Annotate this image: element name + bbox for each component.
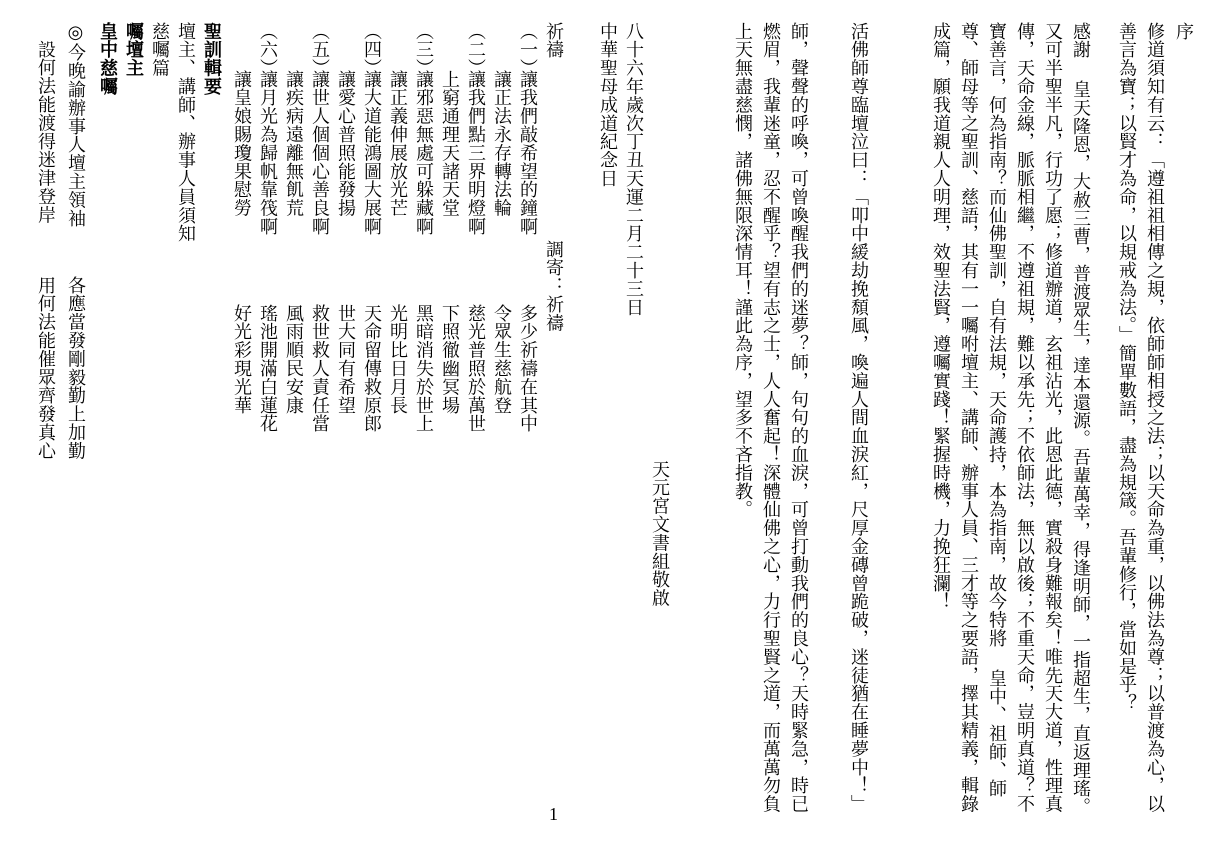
preface-heading: 序 — [1173, 22, 1194, 41]
verse-line-b: 風雨順民安康 — [283, 304, 304, 415]
preface-date-line2: 中華聖母成道紀念日 — [597, 22, 618, 188]
verse-line-a: 讓大道能鴻圖大展啊 — [361, 70, 382, 236]
verse-line-a: 讓世人個個心善良啊 — [309, 70, 330, 236]
verse-line-b: 多少祈禱在其中 — [517, 304, 538, 433]
verse-line-b: 下照徹幽冥場 — [439, 304, 460, 415]
exhortation-line: 設何法能渡得迷津登岸 — [35, 40, 56, 224]
verse-line-b: 天命留傳救原郎 — [361, 304, 382, 433]
section-chapter: 慈囑篇 — [149, 22, 170, 78]
verse-line-b: 慈光普照於萬世 — [465, 304, 486, 433]
verse-line-a: 讓正義伸展放光芒 — [387, 70, 408, 218]
verse-line-a: 讓邪惡無處可躲藏啊 — [413, 70, 434, 236]
verse-line-a: 讓疾病遠離無飢荒 — [283, 70, 304, 218]
verse-number: （一） — [517, 22, 538, 78]
preface-paragraph-4: 師，聲聲的呼喚，可曾喚醒我們的迷夢？師，句句的血淚，可曾打動我們的良心？天時緊急，時已燃眉，我輩迷童，忍不醒乎？望有志之士，人人奮起！深體仙佛之心，力行聖賢之道，而萬萬勿負上天無盡慈憫，諸佛無限深情耳！謹此為序，望多不吝指教。 — [732, 22, 809, 814]
verse-line-b: 世大同有希望 — [335, 304, 356, 415]
prayer-title: 祈禱 — [543, 22, 564, 59]
verse-line-a: 讓我們敲希望的鐘啊 — [517, 70, 538, 236]
exhortation-line: 各應當發剛毅勤上加勤 — [65, 276, 86, 460]
exhortation-line: ◎今晚諭辦事人壇主領袖 — [65, 22, 86, 228]
verse-number: （二） — [465, 22, 486, 78]
verse-line-a: 讓正法永存轉法輪 — [491, 70, 512, 218]
verse-number: （三） — [413, 22, 434, 78]
preface-signature: 天元宮文書組敬啟 — [649, 460, 670, 608]
verse-line-a: 上窮通理天諸天堂 — [439, 70, 460, 218]
preface-paragraph-1: 修道須知有云：「遵祖祖相傳之規，依師師相授之法；以天命為重，以佛法為尊；以普渡為心，以善言為寶；以賢才為命，以規戒為法。」簡單數語，盡為規箴。吾輩修行，當如是乎？ — [1116, 22, 1165, 814]
verse-number: （五） — [309, 22, 330, 78]
page-number: 1 — [549, 804, 558, 824]
verse-line-a: 讓月光為歸帆靠筏啊 — [257, 70, 278, 236]
verse-number: （四） — [361, 22, 382, 78]
verse-line-b: 黑暗消失於世上 — [413, 304, 434, 433]
section-subtitle: 壇主、講師、辦事人員須知 — [175, 22, 196, 243]
verse-line-b: 令眾生慈航登 — [491, 304, 512, 415]
verse-line-a: 讓皇娘賜瓊果慰勞 — [231, 70, 252, 218]
exhortation-heading: 囑壇主 — [123, 22, 144, 78]
verse-line-b: 救世救人責任當 — [309, 304, 330, 433]
preface-paragraph-3: 活佛師尊臨壇泣曰：「叩中緩劫挽頹風，喚遍人間血淚紅，尺厚金磚曾跪破，迷徒猶在睡夢中！」 — [848, 22, 869, 814]
prayer-tune: 調寄：祈禱 — [543, 240, 564, 332]
preface-paragraph-2: 感謝 皇天隆恩，大赦三曹，普渡眾生，達本還源。吾輩萬幸，得逢明師，一指超生，直返理瑤。又可半聖半凡，行功了愿；修道辦道，玄祖沾光，此恩此德，實殺身難報矣！唯先天大道，性理真傳，天命金線，脈脈相繼，不遵祖規，難以承先；不依師法，無以啟後；不重天命，豈明真道？不寶善言，何為指南？而仙佛聖訓，自有法規，天命護持，本為指南，故今特將 皇中、祖師、師尊、師母等之聖訓、慈語，其有一一囑咐壇主、講師、辦事人員、三才等之要語，擇其精義，輯錄成篇，願我道親人人明理，效聖法賢，遵囑實踐！緊握時機，力挽狂瀾！ — [930, 22, 1091, 817]
verse-line-b: 光明比日月長 — [387, 304, 408, 415]
verse-line-b: 瑤池開滿白蓮花 — [257, 304, 278, 433]
verse-line-a: 讓愛心普照能發揚 — [335, 70, 356, 218]
verse-line-a: 讓我們點三界明燈啊 — [465, 70, 486, 236]
preface-date-line1: 八十六年歲次丁丑天運二月二十三日 — [623, 22, 644, 317]
verse-line-b: 好光彩現光華 — [231, 304, 252, 415]
section-title: 聖訓輯要 — [201, 22, 222, 96]
verse-number: （六） — [257, 22, 278, 78]
exhortation-line: 用何法能催眾齊發真心 — [35, 276, 56, 460]
exhortation-author: 皇中慈囑 — [97, 22, 118, 96]
